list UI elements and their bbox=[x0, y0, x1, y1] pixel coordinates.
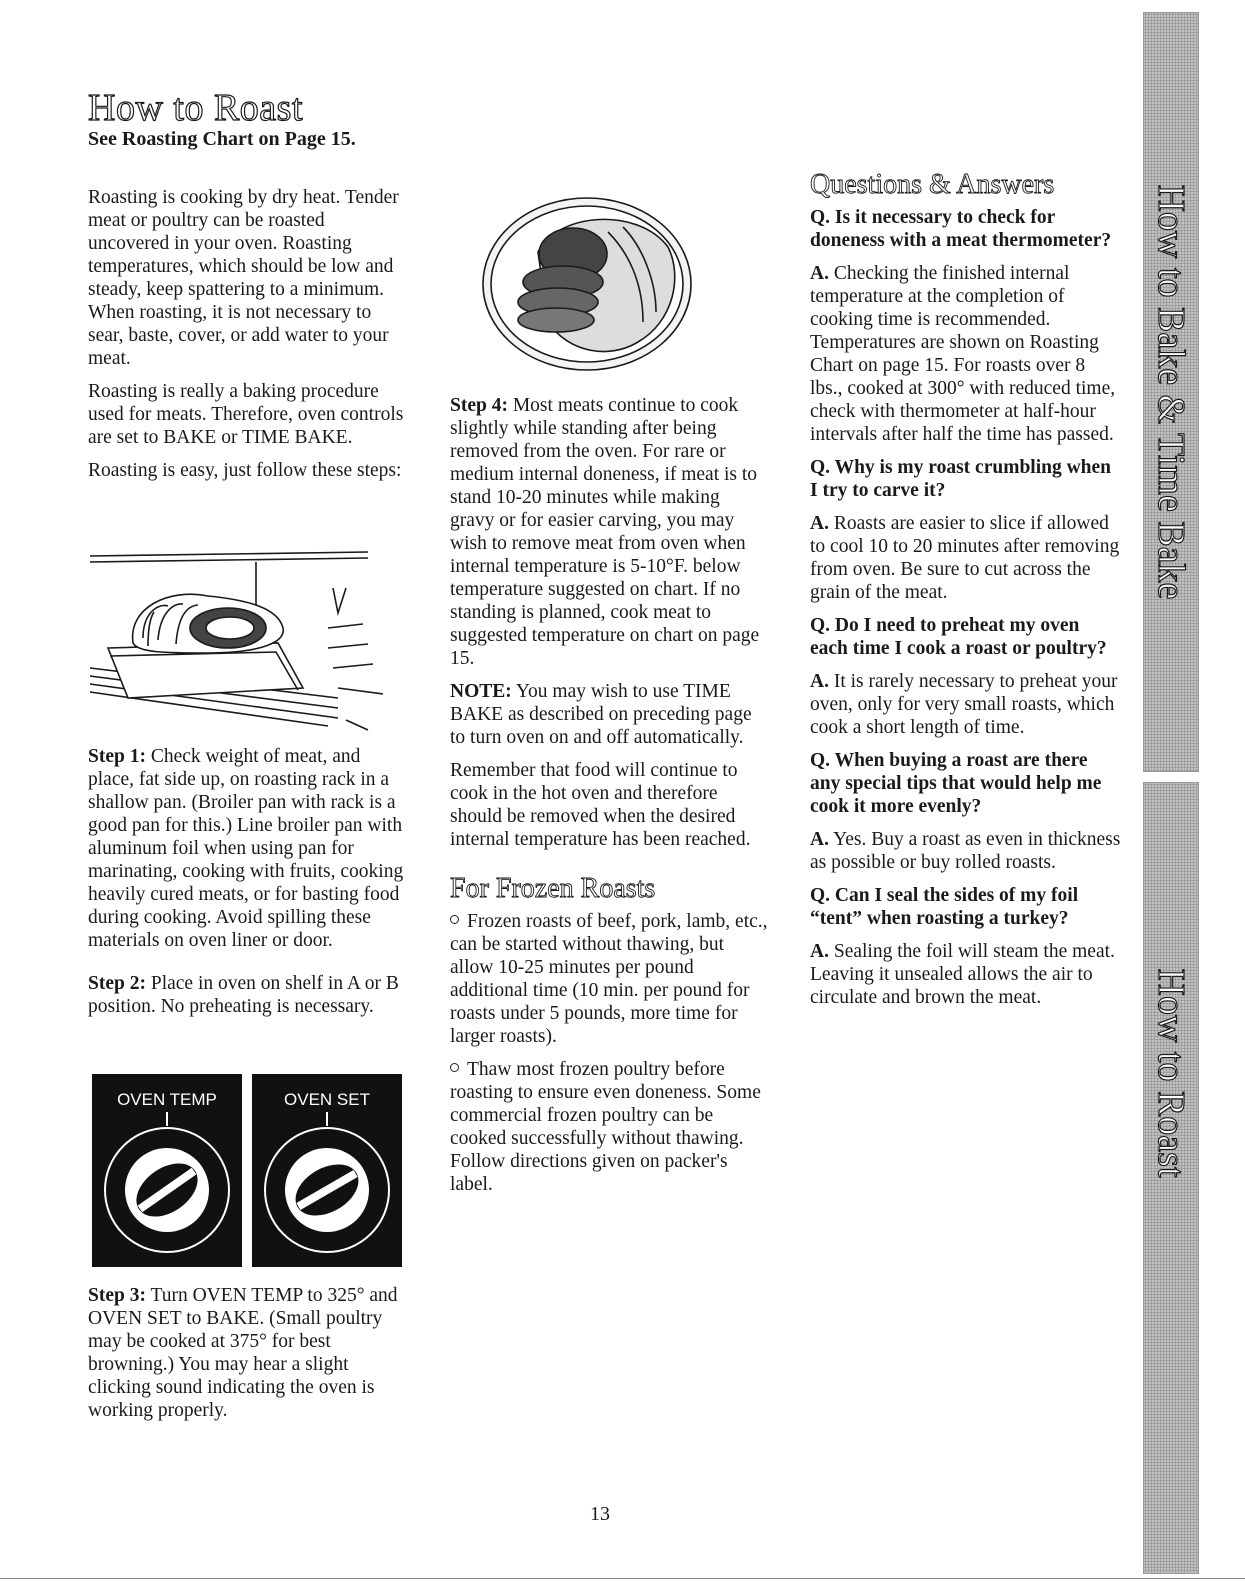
bottom-edge-line bbox=[0, 1578, 1245, 1579]
oven-temp-knob-icon bbox=[92, 1112, 242, 1262]
step1-label: Step 1: bbox=[88, 746, 146, 767]
step3-text: Turn OVEN TEMP to 325° and OVEN SET to BAKE. (Small poultry may be cooked at 375° for best browning.) You may hear a slight clicking sound indicating the oven is working properly. bbox=[88, 1285, 398, 1421]
qa-question: Q. When buying a roast are there any special tips that would help me cook it more evenly? bbox=[810, 750, 1102, 817]
oven-set-dial-title: OVEN SET bbox=[284, 1090, 370, 1109]
oven-temp-dial-panel bbox=[92, 1074, 242, 1267]
tab-how-to-bake bbox=[1143, 12, 1199, 772]
qa-question: Q. Why is my roast crumbling when I try to carve it? bbox=[810, 457, 1112, 501]
remember-paragraph: Remember that food will continue to cook in the hot oven and therefore should be removed when the desired internal temperature has been reached. bbox=[450, 760, 751, 850]
bullet-icon bbox=[450, 1063, 459, 1072]
sliced-roast-illustration bbox=[478, 192, 696, 376]
frozen-bullet-1: Frozen roasts of beef, pork, lamb, etc., can be started without thawing, but allow 10-25 minutes per pound additional time (10 min. per pound for roasts under 5 pounds, more time for larger roasts). bbox=[450, 911, 768, 1047]
intro-paragraph-2: Roasting is really a baking procedure used for meats. Therefore, oven controls are set to BAKE or TIME BAKE. bbox=[88, 381, 404, 448]
tab-how-to-bake-label: How to Bake & Time Bake bbox=[1150, 184, 1192, 600]
page-number: 13 bbox=[590, 1503, 610, 1525]
column-2 bbox=[450, 394, 768, 1206]
oven-set-dial-panel bbox=[252, 1074, 402, 1267]
step3-label: Step 3: bbox=[88, 1285, 146, 1306]
tab-how-to-roast-label: How to Roast bbox=[1150, 968, 1192, 1178]
qa-heading: Questions & Answers bbox=[810, 169, 1055, 200]
page-subtitle: See Roasting Chart on Page 15. bbox=[88, 128, 356, 150]
step1-text: Check weight of meat, and place, fat side up, on roasting rack in a shallow pan. (Broiler pan with rack is a good pan for this.) Line broiler pan with aluminum foil when using pan for marinating, cooking with fruits, cooking heavily cured meats, or for basting food during cooking. Avoid spilling these materials on oven liner or door. bbox=[88, 746, 404, 951]
bullet-icon bbox=[450, 915, 459, 924]
column-1-intro bbox=[88, 186, 406, 492]
qa-question: Q. Do I need to preheat my oven each time I cook a roast or poultry? bbox=[810, 615, 1107, 659]
frozen-bullet-2: Thaw most frozen poultry before roasting to ensure even doneness. Some commercial frozen poultry can be cooked successfully without thawing. Follow directions given on packer's label. bbox=[450, 1059, 761, 1195]
qa-answer: A. It is rarely necessary to preheat your oven, only for very small roasts, which cook a short length of time. bbox=[810, 671, 1118, 738]
oven-temp-dial-title: OVEN TEMP bbox=[117, 1090, 217, 1109]
tab-how-to-roast bbox=[1143, 782, 1199, 1574]
column-3-qa bbox=[810, 169, 1122, 1019]
step2-label: Step 2: bbox=[88, 973, 146, 994]
step-3 bbox=[88, 1284, 406, 1432]
qa-answer: A. Checking the finished internal temperature at the completion of cooking time is recommended. Temperatures are shown on Roasting Chart on page 15. For roasts over 8 lbs., cooked at 300° with reduced time, check with thermometer at half-hour intervals after half the time has passed. bbox=[810, 263, 1116, 445]
intro-paragraph-1: Roasting is cooking by dry heat. Tender meat or poultry can be roasted uncovered in your oven. Roasting temperatures, which should be low and steady, keep spattering to a minimum. When roasting, it is not necessary to sear, baste, cover, or add water to your meat. bbox=[88, 187, 399, 369]
qa-question: Q. Can I seal the sides of my foil “tent” when roasting a turkey? bbox=[810, 885, 1079, 929]
frozen-roasts-heading: For Frozen Roasts bbox=[450, 873, 656, 904]
qa-question: Q. Is it necessary to check for doneness with a meat thermometer? bbox=[810, 207, 1112, 251]
step4-label: Step 4: bbox=[450, 395, 508, 416]
note-label: NOTE: bbox=[450, 681, 512, 702]
page-title: How to Roast bbox=[88, 87, 303, 129]
steps-1-2 bbox=[88, 745, 406, 1028]
qa-answer: A. Yes. Buy a roast as even in thickness as possible or buy rolled roasts. bbox=[810, 829, 1121, 873]
step4-text: Most meats continue to cook slightly while standing after being removed from the oven. For rare or medium internal doneness, if meat is to stand 10-20 minutes while making gravy or for easier carving, you may wish to remove meat from oven when internal temperature is 5-10°F. below temperature suggested on chart. If no standing is planned, cook meat to suggested temperature on chart on page 15. bbox=[450, 395, 760, 669]
step2-text: Place in oven on shelf in A or B position. No preheating is necessary. bbox=[88, 973, 399, 1017]
roast-on-rack-illustration bbox=[88, 548, 393, 738]
qa-answer: A. Sealing the foil will steam the meat. Leaving it unsealed allows the air to circulate and brown the meat. bbox=[810, 941, 1115, 1008]
qa-answer: A. Roasts are easier to slice if allowed to cool 10 to 20 minutes after removing from oven. Be sure to cut across the grain of the meat. bbox=[810, 513, 1120, 603]
note-text: You may wish to use TIME BAKE as described on preceding page to turn oven on and off automatically. bbox=[450, 681, 752, 748]
intro-paragraph-3: Roasting is easy, just follow these steps: bbox=[88, 460, 402, 481]
oven-set-knob-icon bbox=[252, 1112, 402, 1262]
